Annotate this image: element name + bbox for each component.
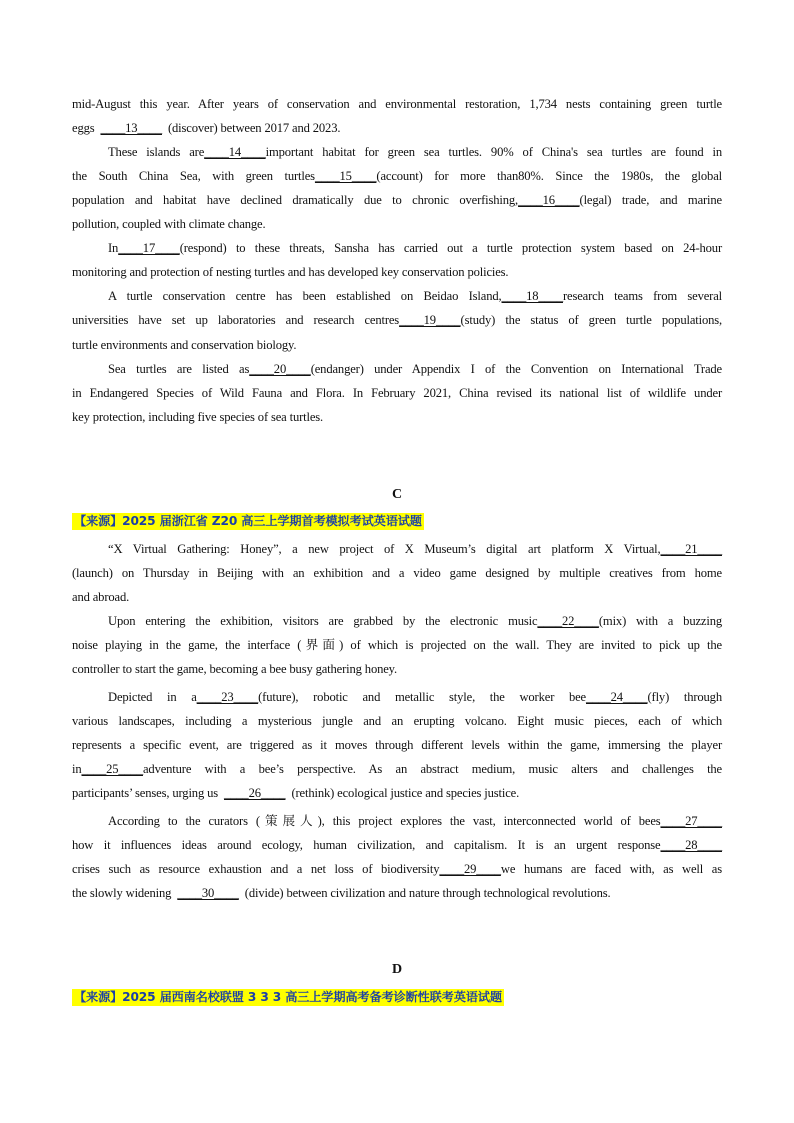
text-line: These islands are____14____important habitat for green sea turtles. 90% of China's sea turtles are found in	[108, 145, 722, 159]
blank-25[interactable]: ____25____	[81, 762, 143, 776]
text-line: crises such as resource exhaustion and a net loss of biodiversity____29____we humans are faced with, as well as	[72, 862, 722, 876]
blank-18[interactable]: ____18____	[501, 289, 563, 303]
section-letter-c: C	[392, 487, 402, 502]
text-line: controller to start the game, becoming a bee busy gathering honey.	[72, 662, 398, 676]
blank-28[interactable]: ____28____	[660, 838, 722, 852]
text-line: Upon entering the exhibition, visitors are grabbed by the electronic music____22____(mix) with a buzzing	[108, 614, 722, 628]
blank-20[interactable]: ____20____	[249, 362, 311, 376]
text-line: how it influences ideas around ecology, human civilization, and capitalism. It is an urgent response____28____	[72, 838, 722, 852]
text-line: universities have set up laboratories and research centres____19____(study) the status of green turtle populations,	[72, 313, 722, 327]
text-line: noise playing in the game, the interface (界面) of which is projected on the wall. They are invited to pick up the	[72, 638, 722, 652]
blank-21[interactable]: ____21____	[660, 542, 722, 556]
text-line: key protection, including five species of sea turtles.	[72, 410, 324, 424]
text-line: turtle environments and conservation biology.	[72, 338, 297, 352]
blank-15[interactable]: ____15____	[314, 169, 377, 183]
blank-30[interactable]: ____30____	[177, 886, 239, 900]
blank-14[interactable]: ____14____	[204, 145, 266, 159]
source-label-d: 【来源】2025 届西南名校联盟 3 3 3 高三上学期高考备考诊断性联考英语试题	[74, 990, 502, 1004]
text-line: participants’ senses, urging us ____26____ (rethink) ecological justice and species justice.	[72, 786, 520, 800]
text-line: the slowly widening ____30____ (divide) between civilization and nature through technological revolutions.	[72, 886, 611, 900]
text-line: (launch) on Thursday in Beijing with an exhibition and a video game designed by multiple creatives from home	[72, 566, 722, 580]
text-line: in Endangered Species of Wild Fauna and Flora. In February 2021, China revised its national list of wildlife under	[72, 386, 722, 400]
blank-16[interactable]: ____16____	[518, 193, 580, 207]
text-line: various landscapes, including a mysterious jungle and an erupting volcano. Eight music pieces, each of which	[72, 714, 722, 728]
text-line: pollution, coupled with climate change.	[72, 217, 266, 231]
text-line: the South China Sea, with green turtles____15____(account) for more than80%. Since the 1980s, the global	[72, 169, 722, 183]
blank-13[interactable]: ____13____	[100, 121, 162, 135]
blank-29[interactable]: ____29____	[439, 862, 501, 876]
text-line: Depicted in a____23____(future), robotic and metallic style, the worker bee____24____(fly) through	[108, 690, 722, 704]
blank-26[interactable]: ____26____	[223, 786, 286, 800]
blank-19[interactable]: ____19____	[399, 313, 461, 327]
blank-17[interactable]: ____17____	[118, 241, 180, 255]
source-label-c: 【来源】2025 届浙江省 Z20 高三上学期首考模拟考试英语试题	[74, 514, 422, 528]
text-line: in____25____adventure with a bee’s perspective. As an abstract medium, music alters and challenges the	[72, 762, 722, 776]
section-letter-d: D	[392, 962, 402, 977]
text-line: and abroad.	[72, 590, 130, 604]
blank-24[interactable]: ____24____	[586, 690, 648, 704]
blank-27[interactable]: ____27____	[660, 814, 722, 828]
text-line: A turtle conservation centre has been established on Beidao Island,____18____research teams from several	[108, 289, 722, 303]
text-line: According to the curators (策展人), this project explores the vast, interconnected world of bees____27____	[108, 814, 722, 828]
text-line: represents a specific event, are triggered as it moves through different levels within the game, immersing the player	[72, 738, 722, 752]
text-line: “X Virtual Gathering: Honey”, a new project of X Museum’s digital art platform X Virtual,____21____	[108, 542, 722, 556]
text-line: mid-August this year. After years of conservation and environmental restoration, 1,734 nests containing green turtle	[72, 97, 722, 111]
text-line: population and habitat have declined dramatically due to chronic overfishing,____16____(legal) trade, and marine	[72, 193, 722, 207]
text-line: eggs ____13____ (discover) between 2017 and 2023.	[72, 121, 341, 135]
text-line: In____17____(respond) to these threats, Sansha has carried out a turtle protection system based on 24-hour	[108, 241, 722, 255]
text-line: Sea turtles are listed as____20____(endanger) under Appendix I of the Convention on International Trade	[108, 362, 722, 376]
blank-23[interactable]: ____23____	[196, 690, 259, 704]
blank-22[interactable]: ____22____	[537, 614, 599, 628]
text-line: monitoring and protection of nesting turtles and has developed key conservation policies.	[72, 265, 509, 279]
